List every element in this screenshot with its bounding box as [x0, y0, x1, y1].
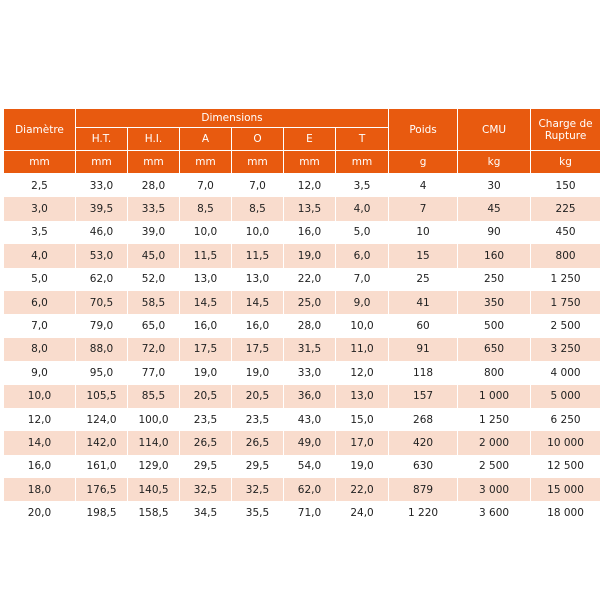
table-cell: 157 — [389, 385, 458, 408]
table-row — [4, 431, 600, 454]
table-cell: 22,0 — [284, 268, 336, 291]
table-cell: 39,0 — [128, 221, 180, 244]
table-cell: 15 — [389, 244, 458, 267]
table-cell: 46,0 — [76, 221, 128, 244]
table-row — [4, 455, 600, 478]
table-cell: 160 — [458, 244, 531, 267]
table-cell: 9,0 — [336, 291, 389, 314]
unit-cell: kg — [458, 151, 531, 174]
table-cell: 29,5 — [180, 455, 232, 478]
table-row — [4, 197, 600, 220]
table-cell: 35,5 — [232, 501, 284, 524]
table-cell: 58,5 — [128, 291, 180, 314]
unit-cell: mm — [284, 151, 336, 174]
table-cell: 10,0 — [232, 221, 284, 244]
table-cell: 15 000 — [531, 478, 600, 501]
table-row — [4, 291, 600, 314]
table-cell: 10,0 — [336, 314, 389, 337]
table-cell: 13,5 — [284, 197, 336, 220]
table-cell: 16,0 — [232, 314, 284, 337]
table-row — [4, 338, 600, 361]
table-cell: 45 — [458, 197, 531, 220]
table-cell: 225 — [531, 197, 600, 220]
table-cell: 10,0 — [180, 221, 232, 244]
table-cell: 77,0 — [128, 361, 180, 384]
table-cell: 20,5 — [232, 385, 284, 408]
table-cell: 65,0 — [128, 314, 180, 337]
table-cell: 3,5 — [336, 174, 389, 198]
table-cell: 650 — [458, 338, 531, 361]
table-cell: 10 — [389, 221, 458, 244]
table-cell: 350 — [458, 291, 531, 314]
table-cell: 23,5 — [180, 408, 232, 431]
table-cell: 5 000 — [531, 385, 600, 408]
table-cell: 14,0 — [4, 431, 76, 454]
table-cell: 24,0 — [336, 501, 389, 524]
table-cell: 62,0 — [76, 268, 128, 291]
table-cell: 11,0 — [336, 338, 389, 361]
table-cell: 28,0 — [284, 314, 336, 337]
table-cell: 34,5 — [180, 501, 232, 524]
table-cell: 13,0 — [232, 268, 284, 291]
table-cell: 2 500 — [458, 455, 531, 478]
table-cell: 4 000 — [531, 361, 600, 384]
table-cell: 13,0 — [336, 385, 389, 408]
table-cell: 15,0 — [336, 408, 389, 431]
table-cell: 6,0 — [336, 244, 389, 267]
table-row — [4, 221, 600, 244]
table-cell: 161,0 — [76, 455, 128, 478]
table-cell: 7,0 — [336, 268, 389, 291]
table-cell: 62,0 — [284, 478, 336, 501]
table-cell: 11,5 — [180, 244, 232, 267]
table-cell: 630 — [389, 455, 458, 478]
table-cell: 1 250 — [458, 408, 531, 431]
table-cell: 7,0 — [232, 174, 284, 198]
table-cell: 20,5 — [180, 385, 232, 408]
table-cell: 12,0 — [284, 174, 336, 198]
table-cell: 17,5 — [232, 338, 284, 361]
table-cell: 49,0 — [284, 431, 336, 454]
table-cell: 36,0 — [284, 385, 336, 408]
table-cell: 3 250 — [531, 338, 600, 361]
table-cell: 2,5 — [4, 174, 76, 198]
table-cell: 45,0 — [128, 244, 180, 267]
table-cell: 1 750 — [531, 291, 600, 314]
table-cell: 79,0 — [76, 314, 128, 337]
table-cell: 14,5 — [180, 291, 232, 314]
table-cell: 5,0 — [336, 221, 389, 244]
table-cell: 11,5 — [232, 244, 284, 267]
unit-cell: g — [389, 151, 458, 174]
table-cell: 2 000 — [458, 431, 531, 454]
header-e: E — [284, 128, 336, 151]
table-cell: 12,0 — [4, 408, 76, 431]
table-row — [4, 314, 600, 337]
table-cell: 8,0 — [4, 338, 76, 361]
table-cell: 9,0 — [4, 361, 76, 384]
table-cell: 8,5 — [232, 197, 284, 220]
table-cell: 3 600 — [458, 501, 531, 524]
table-cell: 39,5 — [76, 197, 128, 220]
header-dimensions: Dimensions — [76, 109, 389, 128]
table-row — [4, 385, 600, 408]
table-cell: 100,0 — [128, 408, 180, 431]
table-cell: 2 500 — [531, 314, 600, 337]
table-cell: 7,0 — [4, 314, 76, 337]
table-cell: 7 — [389, 197, 458, 220]
table-row — [4, 501, 600, 524]
table-cell: 158,5 — [128, 501, 180, 524]
table-cell: 30 — [458, 174, 531, 198]
table-cell: 3,5 — [4, 221, 76, 244]
table-cell: 71,0 — [284, 501, 336, 524]
table-cell: 72,0 — [128, 338, 180, 361]
unit-cell: mm — [232, 151, 284, 174]
table-cell: 33,0 — [284, 361, 336, 384]
table-cell: 105,5 — [76, 385, 128, 408]
table-cell: 88,0 — [76, 338, 128, 361]
table-cell: 250 — [458, 268, 531, 291]
header-weight: Poids — [389, 109, 458, 151]
table-cell: 4,0 — [336, 197, 389, 220]
table-cell: 33,5 — [128, 197, 180, 220]
table-cell: 85,5 — [128, 385, 180, 408]
table-header — [4, 109, 600, 174]
table-cell: 70,5 — [76, 291, 128, 314]
table-row — [4, 268, 600, 291]
table-cell: 32,5 — [180, 478, 232, 501]
table-cell: 13,0 — [180, 268, 232, 291]
table-cell: 43,0 — [284, 408, 336, 431]
table-cell: 124,0 — [76, 408, 128, 431]
header-rupture: Charge de Rupture — [531, 109, 600, 151]
table-cell: 32,5 — [232, 478, 284, 501]
table-cell: 198,5 — [76, 501, 128, 524]
table-cell: 879 — [389, 478, 458, 501]
table-cell: 6,0 — [4, 291, 76, 314]
table-cell: 25 — [389, 268, 458, 291]
table-cell: 29,5 — [232, 455, 284, 478]
units-row — [4, 151, 600, 174]
table-cell: 17,0 — [336, 431, 389, 454]
header-cmu: CMU — [458, 109, 531, 151]
table-row — [4, 244, 600, 267]
table-cell: 800 — [458, 361, 531, 384]
table-cell: 176,5 — [76, 478, 128, 501]
table-cell: 19,0 — [232, 361, 284, 384]
table-cell: 26,5 — [180, 431, 232, 454]
table-cell: 31,5 — [284, 338, 336, 361]
table-cell: 12 500 — [531, 455, 600, 478]
table-cell: 118 — [389, 361, 458, 384]
table-cell: 41 — [389, 291, 458, 314]
table-row — [4, 361, 600, 384]
table-cell: 140,5 — [128, 478, 180, 501]
header-diameter: Diamètre — [4, 109, 76, 151]
table-cell: 16,0 — [284, 221, 336, 244]
table-cell: 420 — [389, 431, 458, 454]
table-cell: 54,0 — [284, 455, 336, 478]
table-cell: 6 250 — [531, 408, 600, 431]
table-cell: 500 — [458, 314, 531, 337]
table-cell: 4 — [389, 174, 458, 198]
table-cell: 22,0 — [336, 478, 389, 501]
table-cell: 268 — [389, 408, 458, 431]
table-cell: 1 250 — [531, 268, 600, 291]
unit-cell: mm — [76, 151, 128, 174]
table-cell: 91 — [389, 338, 458, 361]
table-cell: 1 000 — [458, 385, 531, 408]
unit-cell: mm — [128, 151, 180, 174]
table-cell: 3 000 — [458, 478, 531, 501]
table-cell: 114,0 — [128, 431, 180, 454]
header-ht: H.T. — [76, 128, 128, 151]
table-cell: 14,5 — [232, 291, 284, 314]
table-cell: 60 — [389, 314, 458, 337]
table-cell: 16,0 — [180, 314, 232, 337]
table-row — [4, 174, 600, 198]
table-cell: 52,0 — [128, 268, 180, 291]
table-cell: 28,0 — [128, 174, 180, 198]
unit-cell: kg — [531, 151, 600, 174]
table-cell: 142,0 — [76, 431, 128, 454]
table-cell: 53,0 — [76, 244, 128, 267]
table-cell: 1 220 — [389, 501, 458, 524]
header-o: O — [232, 128, 284, 151]
unit-cell: mm — [180, 151, 232, 174]
table-cell: 19,0 — [180, 361, 232, 384]
table-cell: 10,0 — [4, 385, 76, 408]
header-a: A — [180, 128, 232, 151]
table-cell: 150 — [531, 174, 600, 198]
table-cell: 19,0 — [284, 244, 336, 267]
table-row — [4, 408, 600, 431]
table-cell: 23,5 — [232, 408, 284, 431]
table-cell: 10 000 — [531, 431, 600, 454]
table-cell: 90 — [458, 221, 531, 244]
table-cell: 16,0 — [4, 455, 76, 478]
table-cell: 95,0 — [76, 361, 128, 384]
table-cell: 26,5 — [232, 431, 284, 454]
table-cell: 8,5 — [180, 197, 232, 220]
table-cell: 12,0 — [336, 361, 389, 384]
table-cell: 17,5 — [180, 338, 232, 361]
table-cell: 18 000 — [531, 501, 600, 524]
table-cell: 800 — [531, 244, 600, 267]
table-cell: 33,0 — [76, 174, 128, 198]
table-cell: 4,0 — [4, 244, 76, 267]
header-hi: H.I. — [128, 128, 180, 151]
table-cell: 129,0 — [128, 455, 180, 478]
table-cell: 5,0 — [4, 268, 76, 291]
unit-cell: mm — [4, 151, 76, 174]
spec-table — [3, 108, 600, 525]
table-cell: 7,0 — [180, 174, 232, 198]
header-t: T — [336, 128, 389, 151]
table-cell: 3,0 — [4, 197, 76, 220]
table-cell: 19,0 — [336, 455, 389, 478]
table-body — [4, 174, 600, 525]
table-cell: 20,0 — [4, 501, 76, 524]
table-cell: 450 — [531, 221, 600, 244]
table-row — [4, 478, 600, 501]
table-cell: 25,0 — [284, 291, 336, 314]
table-cell: 18,0 — [4, 478, 76, 501]
unit-cell: mm — [336, 151, 389, 174]
